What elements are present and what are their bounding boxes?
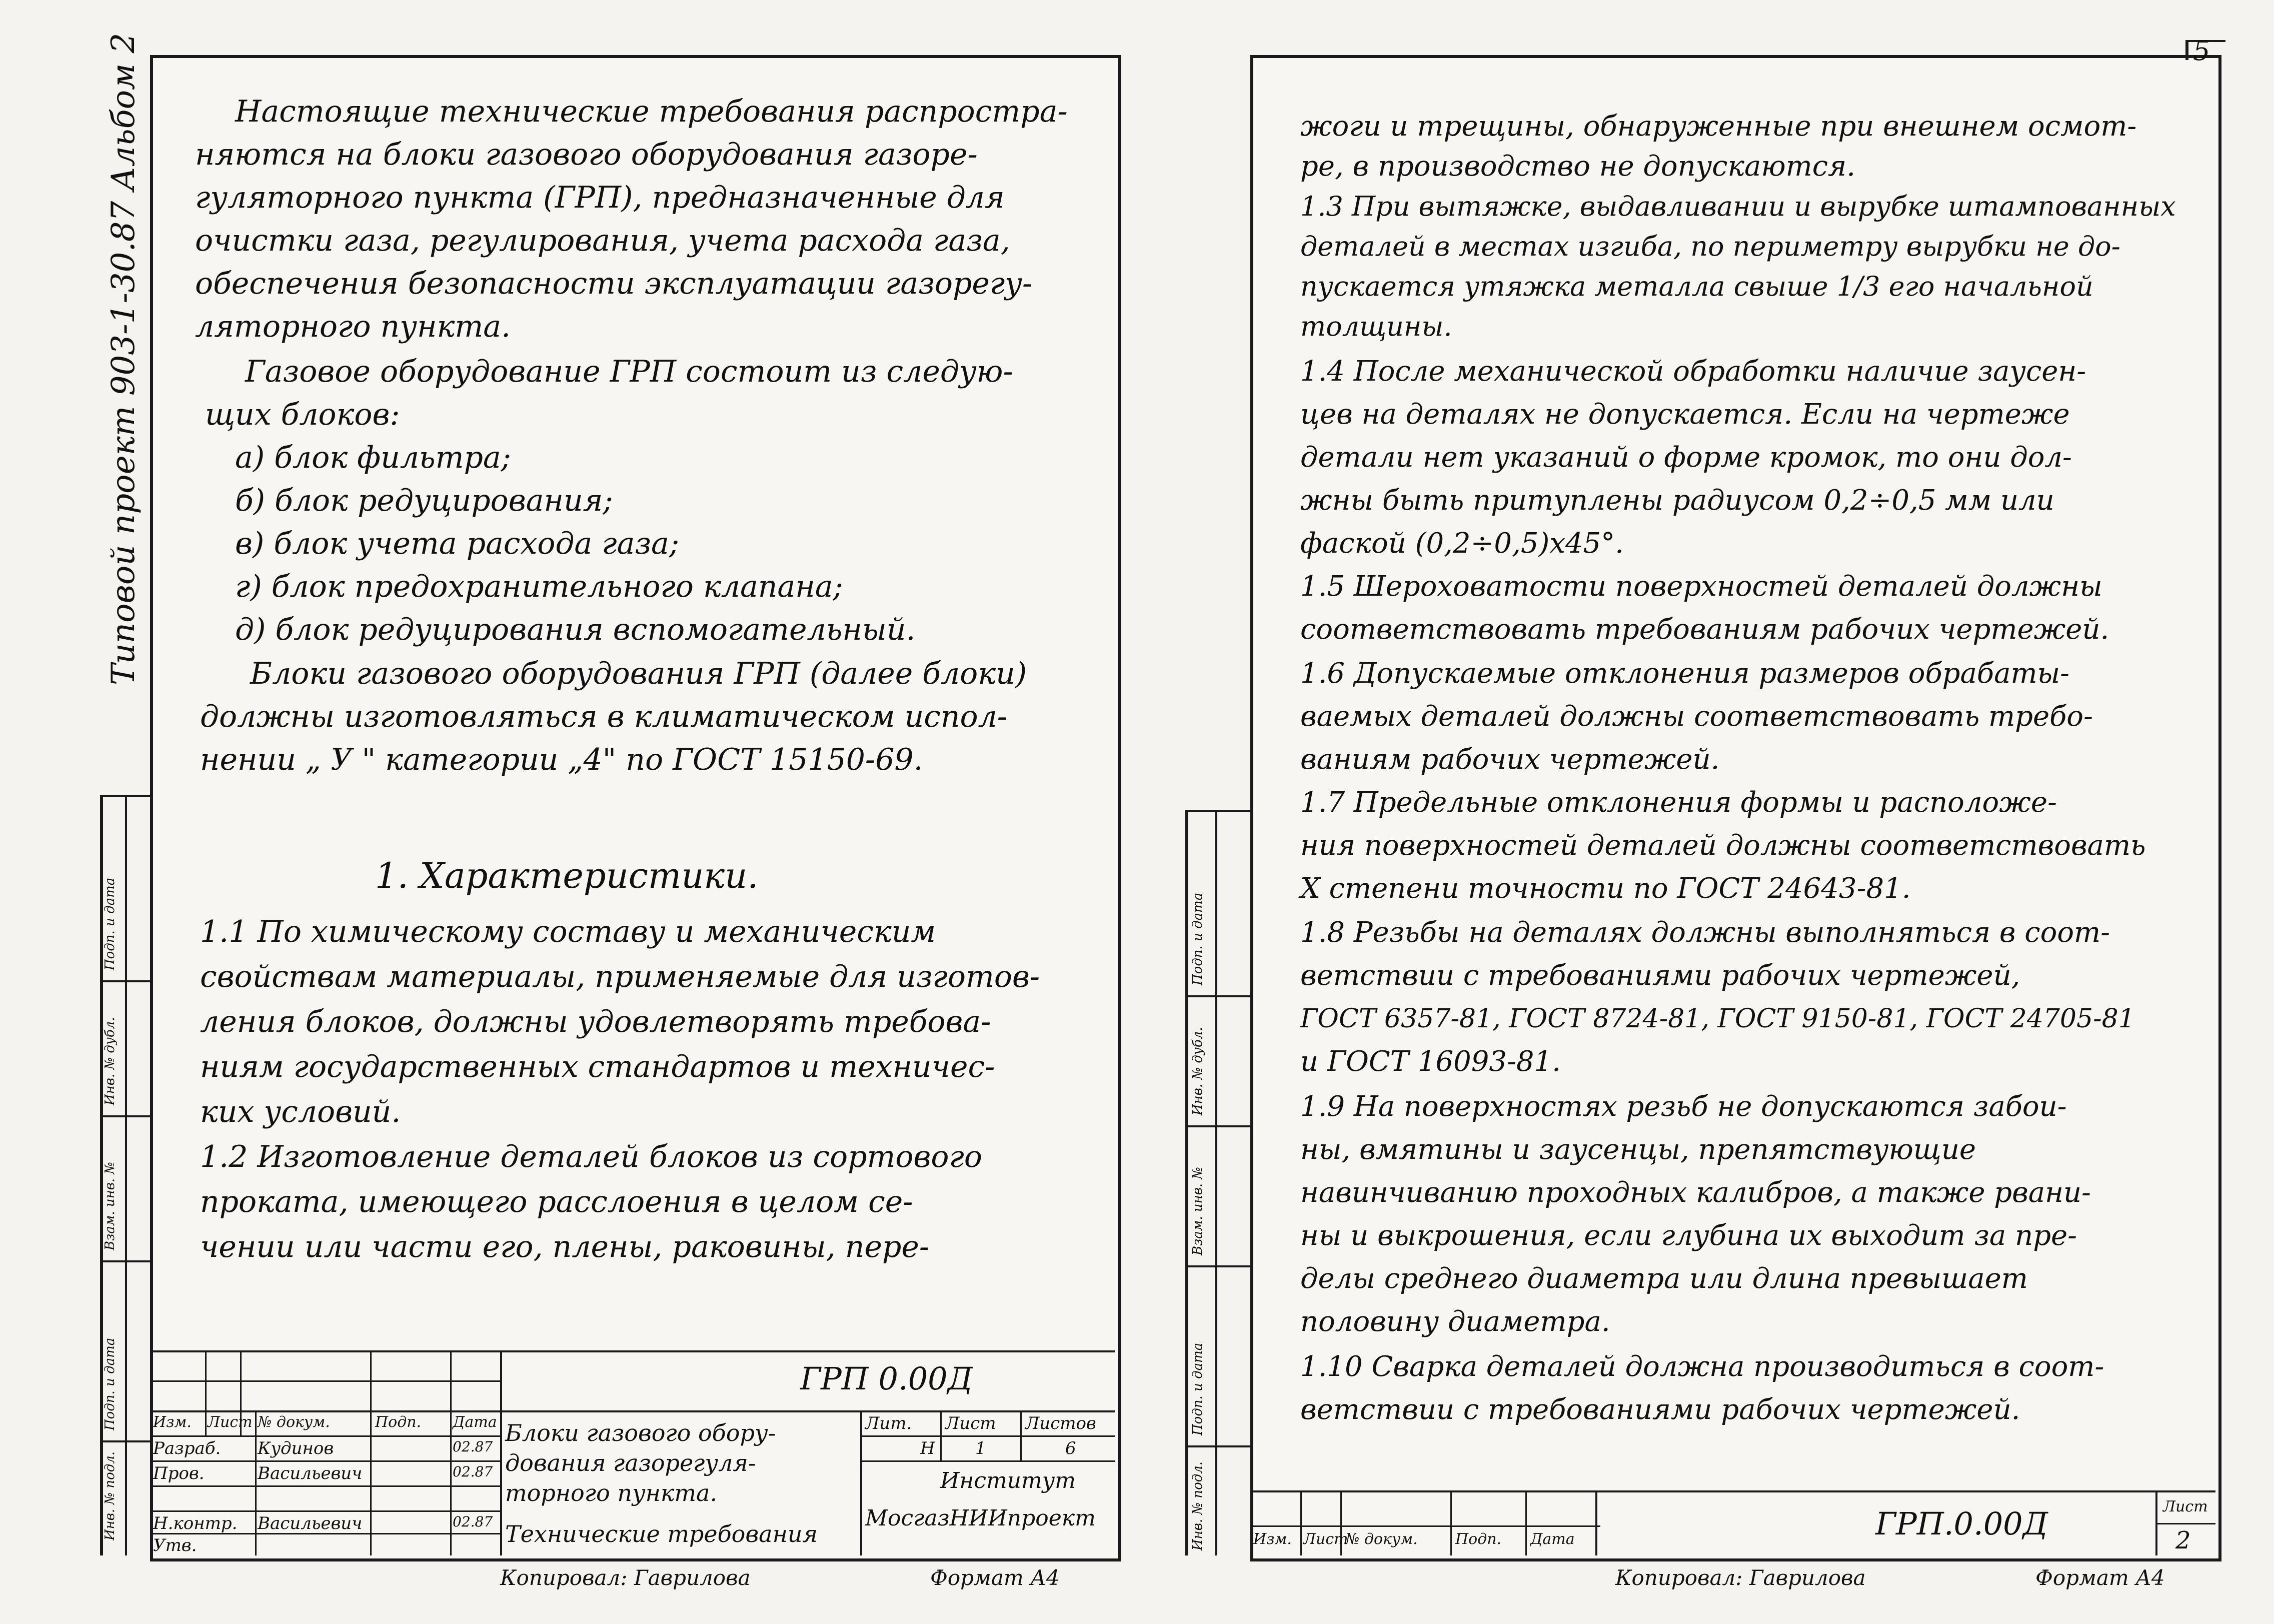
right-line-12: 1.5 Шероховатости поверхностей деталей должны [1300, 570, 2102, 603]
left-doc-code: ГРП 0.00Д [800, 1360, 973, 1397]
left-line-4: очистки газа, регулирования, учета расхода газа, [195, 223, 1010, 258]
left-footer-format: Формат А4 [930, 1565, 1060, 1590]
left-tb-date-4: 02.87 [453, 1513, 493, 1530]
left-tb-role-5: Утв. [153, 1535, 197, 1555]
right-margin-label-5: Подп. и дата [1190, 892, 1205, 985]
right-line-18: ния поверхностей деталей должны соответствовать [1300, 829, 2146, 862]
left-line-7: Газовое оборудование ГРП состоит из следую- [245, 354, 1013, 389]
left-tb-doc-name-4: Технические требования [505, 1520, 818, 1547]
right-margin-label-1: Инв. № подл. [1190, 1461, 1205, 1550]
left-tb-doc-name-1: Блоки газового обору- [505, 1419, 776, 1446]
left-tb-lit-value: Н [920, 1438, 935, 1458]
left-section-heading: 1. Характеристики. [375, 855, 759, 896]
left-tb-header-doc: № докум. [258, 1413, 330, 1431]
left-tb-sheet-value: 1 [975, 1438, 986, 1458]
right-footer-format: Формат А4 [2035, 1565, 2165, 1590]
right-margin-label-2: Подп. и дата [1190, 1342, 1205, 1435]
left-line-3: гуляторного пункта (ГРП), предназначенные для [195, 180, 1005, 215]
left-line-9: а) блок фильтра; [235, 440, 511, 475]
left-line-25: проката, имеющего расслоения в целом се- [200, 1184, 913, 1219]
right-line-15: ваемых деталей должны соответствовать требо- [1300, 700, 2093, 733]
right-line-21: ветствии с требованиями рабочих чертежей, [1300, 959, 2020, 992]
right-line-20: 1.8 Резьбы на деталях должны выполняться в соот- [1300, 916, 2110, 949]
left-line-12: г) блок предохранительного клапана; [235, 569, 843, 604]
right-line-27: ны и выкрошения, если глубина их выходит за пре- [1300, 1219, 2077, 1252]
left-tb-role-4: Н.контр. [153, 1513, 238, 1533]
right-margin-label-4: Инв. № дубл. [1190, 1027, 1205, 1115]
right-line-16: ваниям рабочих чертежей. [1300, 743, 1720, 776]
left-line-16: нении „ У " категории „4" по ГОСТ 15150-69. [200, 742, 923, 777]
left-margin-label-3: Взам. инв. № [103, 1161, 118, 1250]
left-tb-name-2: Васильевич [258, 1463, 363, 1483]
left-line-22: ниям государственных стандартов и техничес- [200, 1049, 995, 1084]
left-line-14: Блоки газового оборудования ГРП (далее блоки) [250, 656, 1027, 691]
right-line-10: жны быть притуплены радиусом 0,2÷0,5 мм или [1300, 484, 2054, 517]
left-margin-label-5: Подп. и дата [103, 877, 118, 970]
right-line-13: соответствовать требованиям рабочих чертежей. [1300, 613, 2109, 646]
right-line-22: ГОСТ 6357-81, ГОСТ 8724-81, ГОСТ 9150-81, ГОСТ 24705-81 [1300, 1004, 2135, 1034]
right-line-2: ре, в производство не допускаются. [1300, 150, 1856, 183]
right-line-26: навинчиванию проходных калибров, а также рвани- [1300, 1176, 2091, 1209]
left-tb-doc-name-2: дования газорегуля- [505, 1449, 756, 1476]
left-tb-header-date: Дата [453, 1413, 497, 1431]
left-margin-label-1: Инв. № подл. [103, 1451, 118, 1540]
left-tb-sheets-header: Листов [1025, 1413, 1096, 1433]
right-line-28: делы среднего диаметра или длина превышает [1300, 1262, 2028, 1295]
right-tb-header-sign: Подп. [1455, 1530, 1502, 1548]
left-line-13: д) блок редуцирования вспомогательный. [235, 612, 916, 647]
left-tb-org-2: МосгазНИИпроект [865, 1505, 1096, 1531]
right-tb-header-doc: № докум. [1345, 1530, 1418, 1548]
right-margin-strip-border [1185, 810, 1188, 1555]
right-tb-header-list: Лист [1303, 1530, 1348, 1548]
left-tb-date-1: 02.87 [453, 1438, 493, 1455]
right-line-25: ны, вмятины и заусенцы, препятствующие [1300, 1133, 1976, 1166]
right-line-14: 1.6 Допускаемые отклонения размеров обрабаты- [1300, 657, 2070, 690]
left-tb-role-2: Пров. [153, 1463, 205, 1483]
left-line-20: свойствам материалы, применяемые для изготов- [200, 959, 1040, 994]
left-footer-copy: Копировал: Гаврилова [500, 1565, 751, 1590]
right-footer-copy: Копировал: Гаврилова [1615, 1565, 1866, 1590]
right-line-5: пускается утяжка металла свыше 1/3 его начальной [1300, 271, 2093, 302]
right-line-11: фаской (0,2÷0,5)х45°. [1300, 527, 1624, 560]
right-line-23: и ГОСТ 16093-81. [1300, 1045, 1561, 1078]
right-line-30: 1.10 Сварка деталей должна производиться в соот- [1300, 1350, 2104, 1383]
right-line-29: половину диаметра. [1300, 1305, 1610, 1338]
left-tb-sheets-value: 6 [1065, 1438, 1076, 1458]
right-line-19: X степени точности по ГОСТ 24643-81. [1300, 872, 1911, 905]
right-line-4: деталей в местах изгиба, по периметру вырубки не до- [1300, 231, 2120, 262]
left-line-5: обеспечения безопасности эксплуатации газорегу- [195, 266, 1033, 301]
left-line-26: чении или части его, плены, раковины, пере- [200, 1229, 930, 1264]
left-tb-header-sign: Подп. [375, 1413, 422, 1431]
right-line-17: 1.7 Предельные отклонения формы и расположе- [1300, 786, 2057, 819]
left-tb-role-1: Разраб. [153, 1438, 221, 1458]
left-tb-sheet-header: Лист [945, 1413, 996, 1433]
right-page-number: 5 [2193, 35, 2210, 67]
right-line-3: 1.3 При вытяжке, выдавливании и вырубке штампованных [1300, 191, 2176, 222]
left-line-21: ления блоков, должны удовлетворять требова- [200, 1004, 991, 1039]
left-line-24: 1.2 Изготовление деталей блоков из сортового [200, 1139, 982, 1174]
right-line-1: жоги и трещины, обнаруженные при внешнем осмот- [1300, 110, 2137, 143]
left-tb-date-2: 02.87 [453, 1463, 493, 1480]
left-line-11: в) блок учета расхода газа; [235, 526, 680, 561]
left-line-2: няются на блоки газового оборудования газоре- [195, 137, 978, 172]
right-tb-sheet-label: Лист [2163, 1498, 2208, 1515]
left-line-10: б) блок редуцирования; [235, 483, 613, 518]
right-margin-label-3: Взам. инв. № [1190, 1166, 1205, 1255]
left-tb-org-1: Институт [940, 1468, 1076, 1493]
left-tb-header-izm: Изм. [153, 1413, 192, 1431]
right-line-7: 1.4 После механической обработки наличие заусен- [1300, 355, 2086, 388]
left-line-15: должны изготовляться в климатическом испол- [200, 699, 1008, 734]
left-tb-lit-header: Лит. [865, 1413, 912, 1433]
right-tb-header-date: Дата [1530, 1530, 1575, 1548]
left-tb-doc-name-3: торного пункта. [505, 1479, 718, 1506]
right-line-31: ветствии с требованиями рабочих чертежей. [1300, 1393, 2020, 1426]
left-line-8: щих блоков: [205, 397, 400, 432]
left-line-6: ляторного пункта. [195, 309, 511, 344]
right-tb-sheet-value: 2 [2175, 1526, 2191, 1554]
left-margin-label-4: Инв. № дубл. [103, 1017, 118, 1105]
right-line-24: 1.9 На поверхностях резьб не допускаются забои- [1300, 1090, 2067, 1123]
left-tb-name-4: Васильевич [258, 1513, 363, 1533]
left-side-title: Типовой проект 903-1-30.87 Альбом 2 [105, 33, 142, 685]
left-line-1: Настоящие технические требования распростра- [235, 94, 1068, 129]
left-margin-label-2: Подп. и дата [103, 1337, 118, 1430]
left-tb-header-list: Лист [208, 1413, 253, 1431]
left-line-19: 1.1 По химическому составу и механическим [200, 914, 936, 949]
left-tb-name-1: Кудинов [258, 1438, 334, 1458]
right-line-8: цев на деталях не допускается. Если на чертеже [1300, 398, 2070, 431]
left-line-23: ких условий. [200, 1094, 401, 1129]
right-doc-code: ГРП.0.00Д [1875, 1505, 2048, 1542]
right-line-6: толщины. [1300, 311, 1452, 342]
right-line-9: детали нет указаний о форме кромок, то они дол- [1300, 441, 2072, 474]
right-tb-header-izm: Изм. [1253, 1530, 1292, 1548]
